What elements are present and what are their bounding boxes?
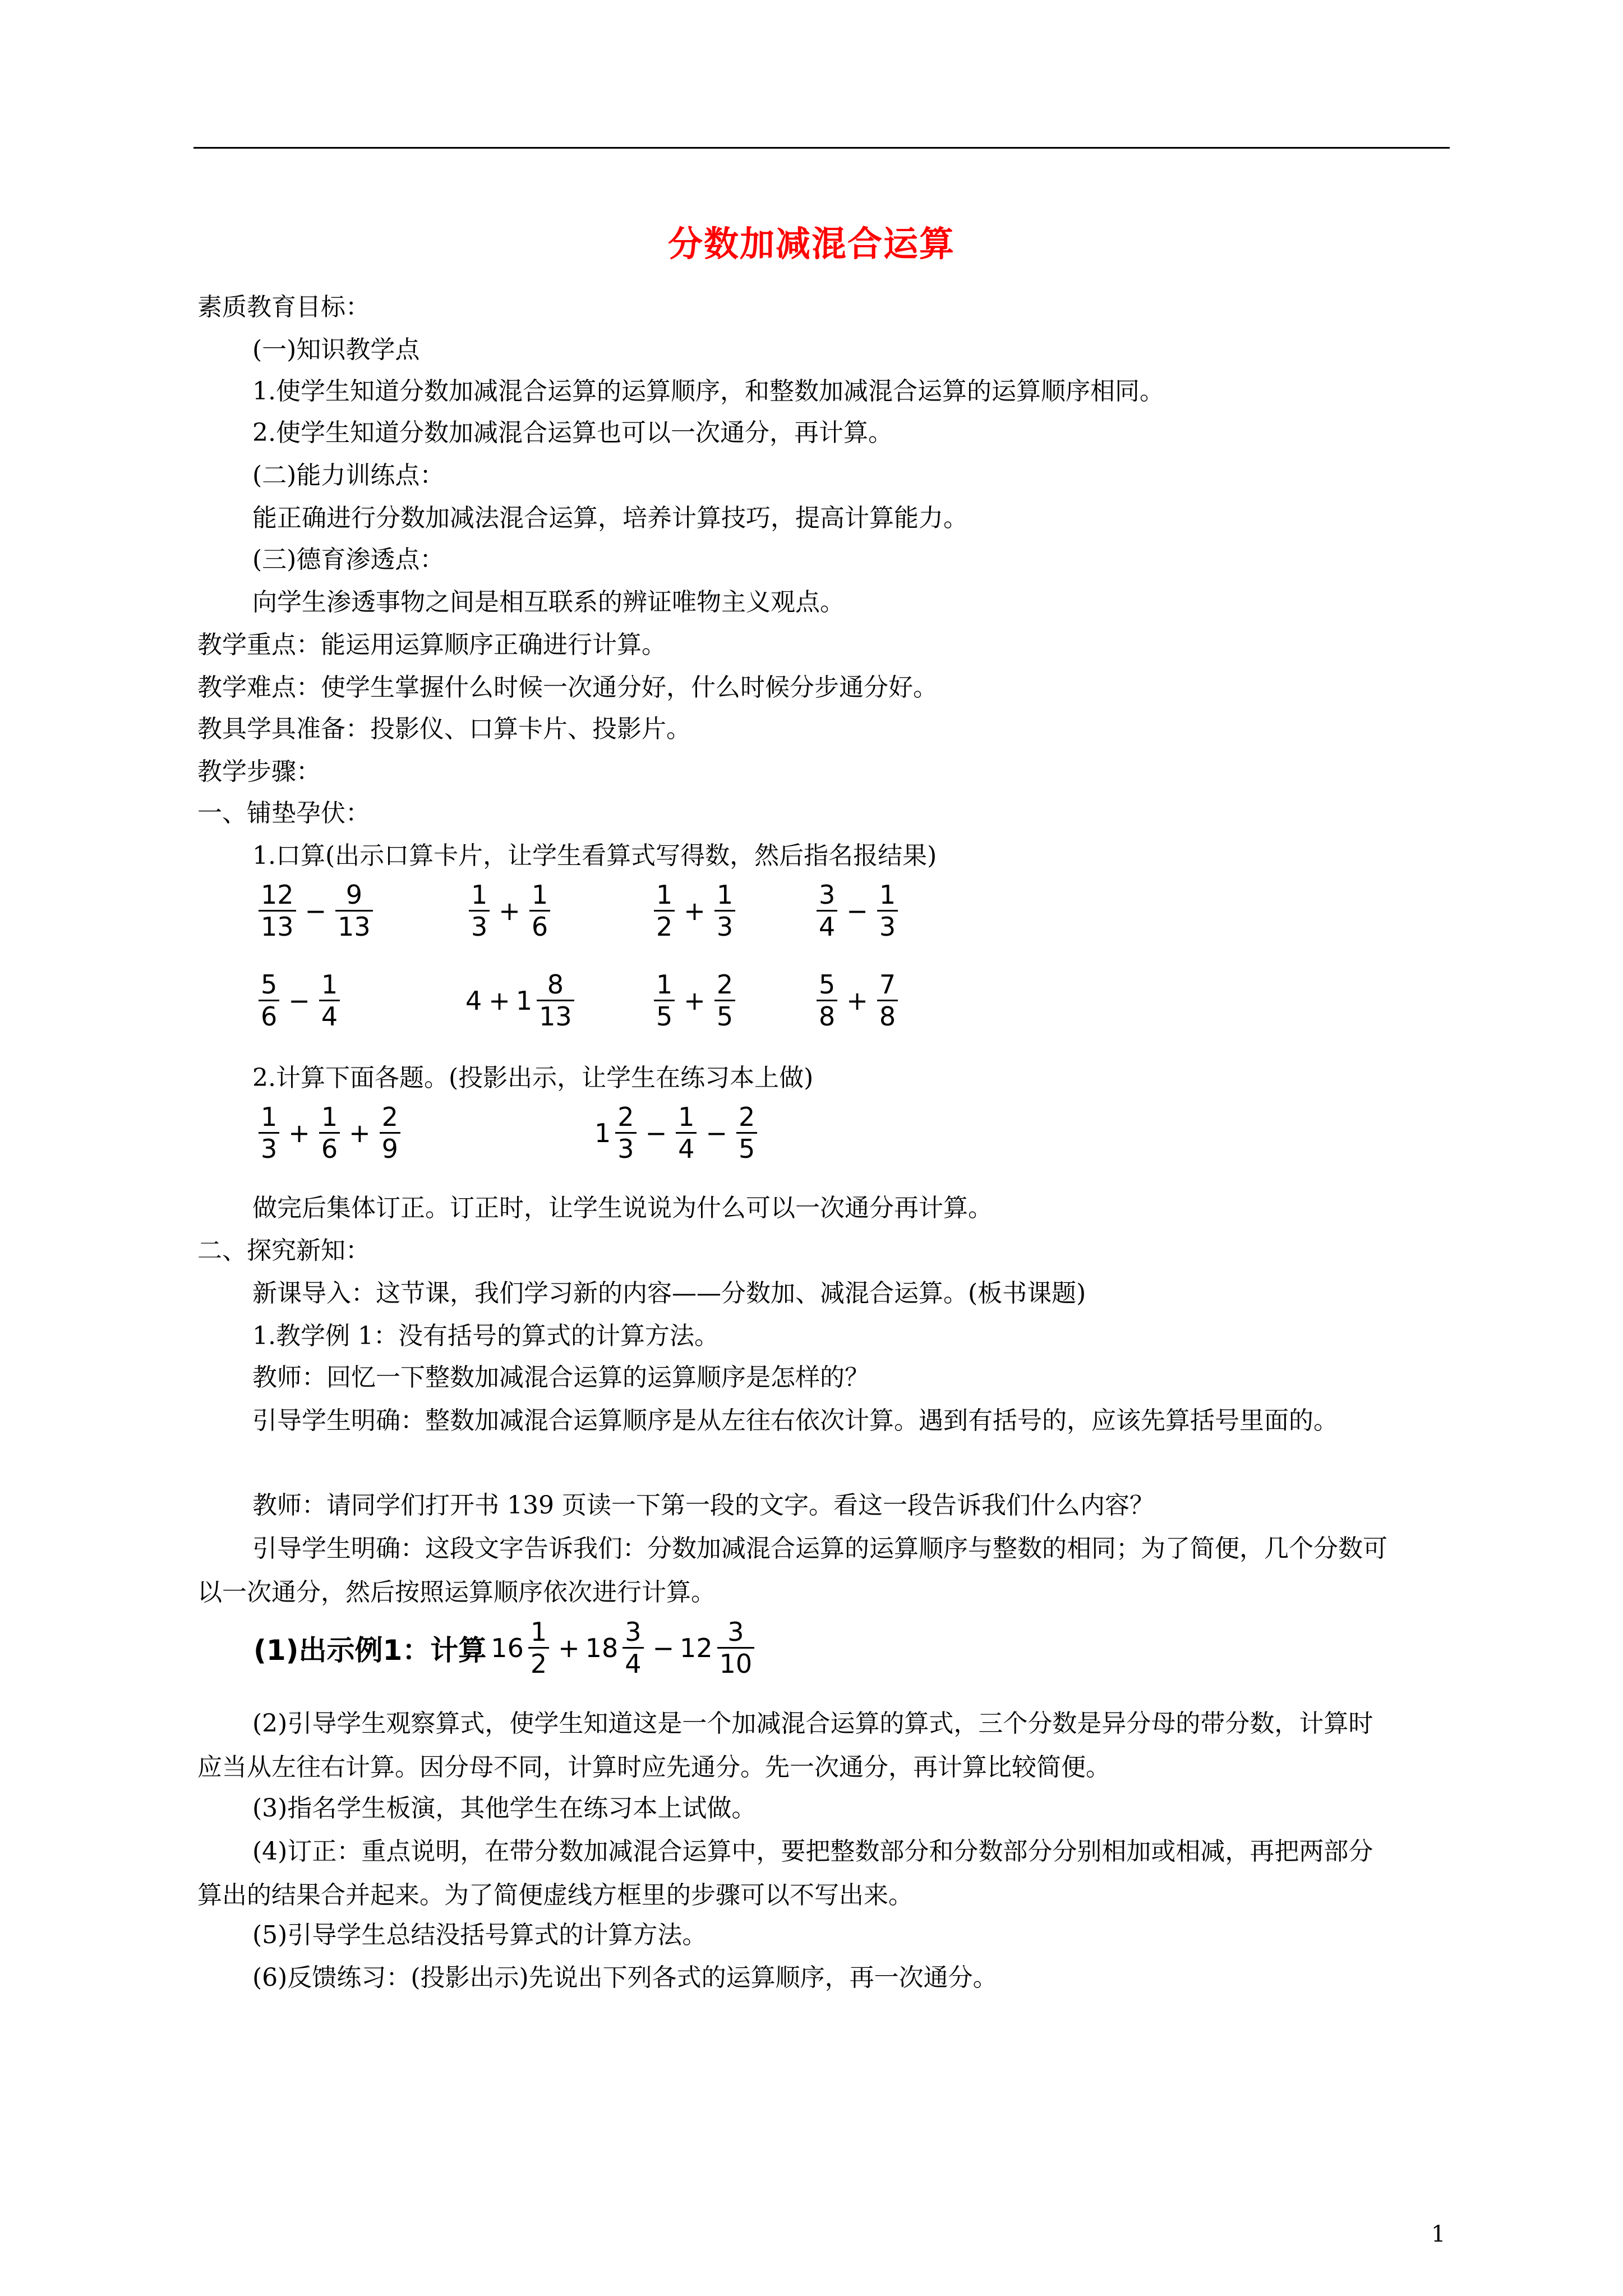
text-line: 2.计算下面各题。(投影出示，让学生在练习本上做) — [252, 1064, 814, 1092]
text-line: 教学重点：能运用运算顺序正确进行计算。 — [197, 631, 666, 659]
text-line: 教具学具准备：投影仪、口算卡片、投影片。 — [197, 715, 691, 743]
fraction: $\frac{1}{2}$ — [528, 1617, 549, 1679]
fraction: $\frac{1}{6}$ — [529, 880, 550, 942]
text-line: 二、探究新知： — [197, 1236, 370, 1265]
text-line: 教学难点：使学生掌握什么时候一次通分好，什么时候分步通分好。 — [197, 673, 938, 702]
text-line: (6)反馈练习：(投影出示)先说出下列各式的运算顺序，再一次通分。 — [252, 1963, 998, 1992]
text-line: (一)知识教学点 — [252, 335, 420, 364]
fraction: $\frac{12}{13}$ — [259, 880, 296, 942]
fraction: $\frac{2}{9}$ — [380, 1102, 400, 1164]
fraction: $\frac{5}{8}$ — [817, 969, 837, 1032]
calc-expression: 1 $\frac{2}{3}$ − $\frac{1}{4}$ − $\frac{2}{5}$ — [594, 1102, 760, 1164]
text-line: 2.使学生知道分数加减混合运算也可以一次通分，再计算。 — [252, 418, 893, 447]
text-line: 1.使学生知道分数加减混合运算的运算顺序，和整数加减混合运算的运算顺序相同。 — [252, 377, 1164, 406]
oral-expression: $\frac{1}{5}$ + $\frac{2}{5}$ — [651, 969, 739, 1032]
text-line: (二)能力训练点： — [252, 461, 445, 490]
text-line: 1.口算(出示口算卡片，让学生看算式写得数，然后指名报结果) — [252, 841, 937, 870]
fraction: $\frac{1}{3}$ — [714, 880, 735, 942]
oral-expression: $\frac{12}{13}$ − $\frac{9}{13}$ — [255, 880, 376, 942]
text-line: (3)指名学生板演，其他学生在练习本上试做。 — [252, 1794, 757, 1823]
text-line: 做完后集体订正。订正时，让学生说说为什么可以一次通分再计算。 — [252, 1194, 993, 1222]
fraction: $\frac{1}{3}$ — [877, 880, 898, 942]
text-line: 素质教育目标： — [197, 293, 370, 321]
oral-expression: $\frac{1}{3}$ + $\frac{1}{6}$ — [465, 880, 554, 942]
paragraph: (4)订正：重点说明，在带分数加减混合运算中，要把整数部分和分数部分分别相加或相减，再把两部分算出的结果合并起来。为了简便虚线方框里的步骤可以不写出来。 — [197, 1837, 1373, 1910]
fraction: $\frac{8}{13}$ — [537, 969, 574, 1032]
fraction: $\frac{2}{3}$ — [615, 1102, 636, 1164]
fraction: $\frac{2}{5}$ — [714, 969, 735, 1032]
oral-expression: $\frac{3}{4}$ − $\frac{1}{3}$ — [813, 880, 901, 942]
fraction: $\frac{3}{10}$ — [717, 1617, 755, 1679]
text-line: 新课导入：这节课，我们学习新的内容——分数加、减混合运算。(板书课题) — [252, 1279, 1086, 1308]
calc-expression: $\frac{1}{3}$ + $\frac{1}{6}$ + $\frac{2}{9}$ — [255, 1102, 404, 1164]
fraction: $\frac{2}{5}$ — [736, 1102, 757, 1164]
text-line: (5)引导学生总结没括号算式的计算方法。 — [252, 1921, 707, 1949]
fraction: $\frac{3}{4}$ — [817, 880, 837, 942]
text-line: 教学步骤： — [197, 757, 321, 786]
text-line: 1.教学例 1：没有括号的算式的计算方法。 — [252, 1322, 719, 1350]
page-title: 分数加减混合运算 — [667, 223, 955, 264]
example-label: (1)出示例1：计算 — [253, 1634, 487, 1667]
paragraph: 引导学生明确：这段文字告诉我们：分数加减混合运算的运算顺序与整数的相同；为了简便，几个分数可以一次通分，然后按照运算顺序依次进行计算。 — [197, 1534, 1387, 1607]
oral-expression: $\frac{1}{2}$ + $\frac{1}{3}$ — [651, 880, 739, 942]
fraction: $\frac{1}{2}$ — [654, 880, 675, 942]
oral-expression: 4 + 1 $\frac{8}{13}$ — [465, 969, 578, 1032]
text-line: 教师：回忆一下整数加减混合运算的运算顺序是怎样的？ — [252, 1363, 869, 1392]
fraction: $\frac{3}{4}$ — [623, 1617, 643, 1679]
example-expression: (1)出示例1：计算 16 $\frac{1}{2}$ + 18 $\frac{3}{4}$ − 12 $\frac{3}{10}$ — [253, 1617, 758, 1679]
fraction: $\frac{9}{13}$ — [335, 880, 373, 942]
text-line: 一、铺垫孕伏： — [197, 799, 370, 827]
header-rule — [193, 147, 1450, 149]
page-number: 1 — [1431, 2221, 1446, 2247]
fraction: $\frac{1}{3}$ — [469, 880, 490, 942]
text-line: (三)德育渗透点： — [252, 545, 445, 574]
oral-expression: $\frac{5}{8}$ + $\frac{7}{8}$ — [813, 969, 901, 1032]
paragraph: 引导学生明确：整数加减混合运算顺序是从左往右依次计算。遇到有括号的，应该先算括号里面的。 — [252, 1406, 1338, 1435]
fraction: $\frac{1}{3}$ — [259, 1102, 279, 1164]
paragraph: (2)引导学生观察算式，使学生知道这是一个加减混合运算的算式，三个分数是异分母的带分数，计算时应当从左往右计算。因分母不同，计算时应先通分。先一次通分，再计算比较简便。 — [197, 1709, 1373, 1782]
text-line: 教师：请同学们打开书 139 页读一下第一段的文字。看这一段告诉我们什么内容？ — [252, 1491, 1154, 1520]
text-line: 向学生渗透事物之间是相互联系的辨证唯物主义观点。 — [252, 588, 845, 616]
oral-expression: $\frac{5}{6}$ − $\frac{1}{4}$ — [255, 969, 343, 1032]
fraction: $\frac{5}{6}$ — [259, 969, 279, 1032]
fraction: $\frac{1}{5}$ — [654, 969, 675, 1032]
fraction: $\frac{1}{4}$ — [319, 969, 340, 1032]
fraction: $\frac{7}{8}$ — [877, 969, 898, 1032]
fraction: $\frac{1}{4}$ — [676, 1102, 697, 1164]
text-line: 能正确进行分数加减法混合运算，培养计算技巧，提高计算能力。 — [252, 504, 968, 532]
fraction: $\frac{1}{6}$ — [319, 1102, 340, 1164]
